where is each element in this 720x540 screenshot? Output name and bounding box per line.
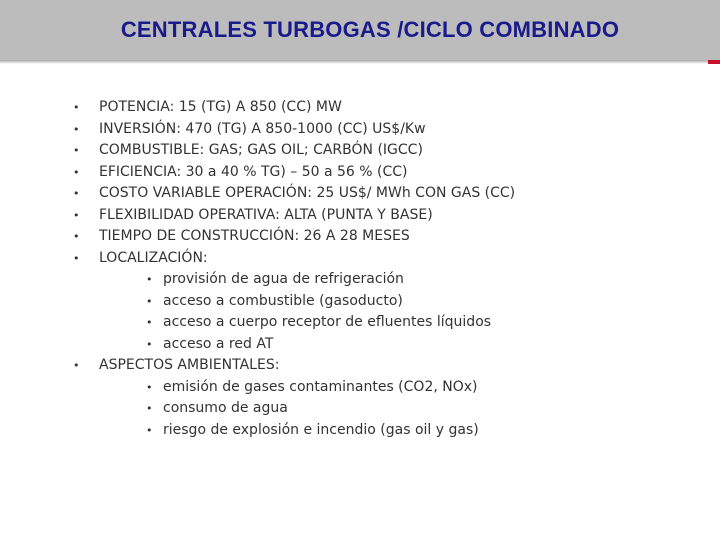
item-inversion: INVERSIÓN: 470 (TG) A 850-1000 (CC) US$/Kw xyxy=(99,120,426,137)
bullet-icon: • xyxy=(73,144,80,157)
list-item xyxy=(0,183,720,205)
bullet-icon: • xyxy=(73,230,80,243)
bullet-list xyxy=(0,97,720,441)
bullet-icon: • xyxy=(73,251,80,265)
sub-bullet-icon: • xyxy=(146,380,153,394)
aspectos-subitem: emisión de gases contaminantes (CO2, NOx) xyxy=(163,378,478,395)
list-item xyxy=(0,162,720,184)
localizacion-subitem: acceso a red AT xyxy=(163,335,274,352)
item-localizacion: LOCALIZACIÓN: xyxy=(99,249,208,266)
sub-list-item xyxy=(0,269,720,291)
item-flexibilidad: FLEXIBILIDAD OPERATIVA: ALTA (PUNTA Y BASE) xyxy=(99,206,433,223)
sub-list-item xyxy=(0,420,720,442)
item-combustible: COMBUSTIBLE: GAS; GAS OIL; CARBÓN (IGCC) xyxy=(99,142,423,158)
list-item xyxy=(0,140,720,162)
list-item xyxy=(0,205,720,227)
bullet-icon: • xyxy=(73,122,80,136)
list-item xyxy=(0,226,720,248)
list-item xyxy=(0,355,720,377)
sub-list-item xyxy=(0,334,720,356)
list-item xyxy=(0,119,720,141)
bullet-icon: • xyxy=(73,187,80,200)
bullet-icon: • xyxy=(73,359,80,372)
bullet-icon: • xyxy=(73,208,80,222)
item-tiempo-construccion: TIEMPO DE CONSTRUCCIÓN: 26 A 28 MESES xyxy=(99,228,410,244)
sub-bullet-icon: • xyxy=(146,316,153,329)
sub-list-item xyxy=(0,398,720,420)
sub-list-item xyxy=(0,377,720,399)
sub-bullet-icon: • xyxy=(146,337,153,351)
list-item xyxy=(0,248,720,270)
item-eficiencia: EFICIENCIA: 30 a 40 % TG) – 50 a 56 % (CC) xyxy=(99,163,408,180)
localizacion-subitem: acceso a cuerpo receptor de efluentes líquidos xyxy=(163,314,492,330)
sub-bullet-icon: • xyxy=(146,402,153,415)
accent-mark xyxy=(708,60,720,64)
item-costo-variable: COSTO VARIABLE OPERACIÓN: 25 US$/ MWh CON GAS (CC) xyxy=(99,185,516,201)
bullet-icon: • xyxy=(73,101,80,114)
item-aspectos-ambientales: ASPECTOS AMBIENTALES: xyxy=(99,357,280,373)
bullet-icon: • xyxy=(73,165,80,179)
sub-bullet-icon: • xyxy=(146,273,153,286)
list-item xyxy=(0,97,720,119)
sub-bullet-icon: • xyxy=(146,294,153,308)
sub-list-item xyxy=(0,291,720,313)
localizacion-subitem: acceso a combustible (gasoducto) xyxy=(163,292,403,309)
aspectos-subitem: riesgo de explosión e incendio (gas oil y gas) xyxy=(163,421,479,438)
sub-list-item xyxy=(0,312,720,334)
aspectos-subitem: consumo de agua xyxy=(163,400,288,416)
title-bar-shadow xyxy=(0,60,720,64)
sub-bullet-icon: • xyxy=(146,423,153,437)
item-potencia: POTENCIA: 15 (TG) A 850 (CC) MW xyxy=(99,99,342,115)
slide-title: CENTRALES TURBOGAS /CICLO COMBINADO xyxy=(120,17,620,42)
localizacion-subitem: provisión de agua de refrigeración xyxy=(163,271,404,287)
